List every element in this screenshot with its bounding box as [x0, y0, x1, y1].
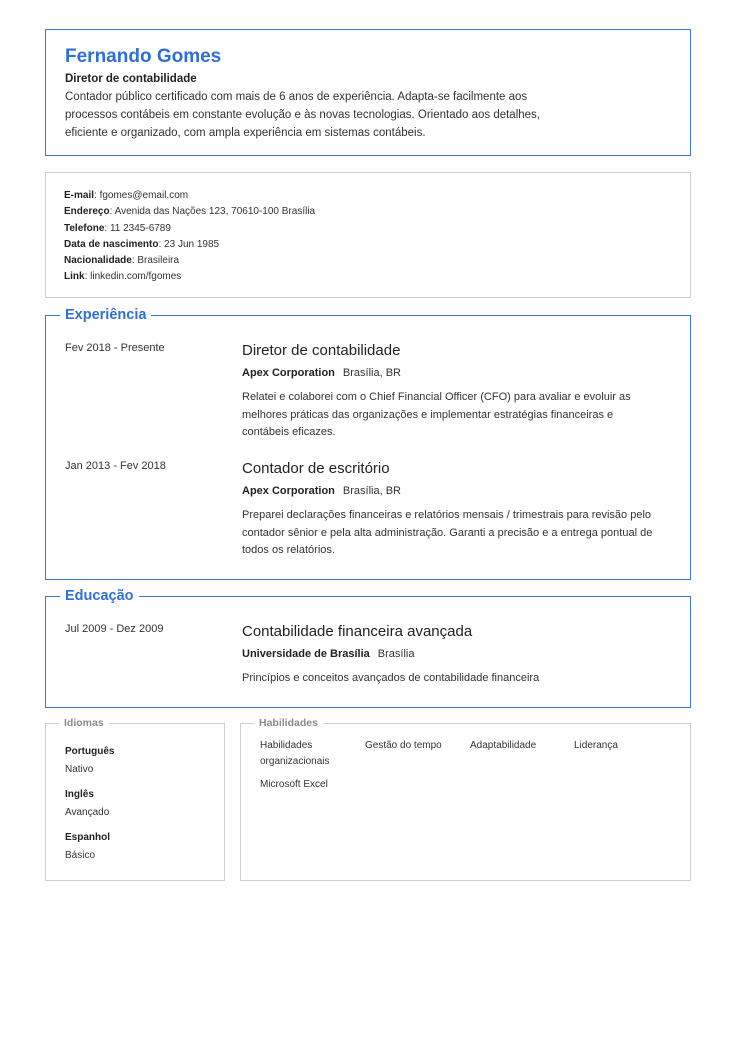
skills-heading: Habilidades	[254, 716, 323, 731]
contact-value: Avenida das Nações 123, 70610-100 Brasília	[114, 206, 316, 218]
experience-section	[45, 307, 691, 580]
entry-detail	[242, 460, 662, 560]
entry-org: Universidade de Brasília	[242, 648, 370, 660]
language-item	[65, 745, 114, 777]
contact-label: Endereço	[64, 206, 110, 218]
languages-heading: Idiomas	[59, 716, 109, 731]
contact-value: 23 Jun 1985	[164, 238, 220, 250]
skill-item: Adaptabilidade	[470, 740, 537, 751]
contact-nationality: Nacionalidade: Brasileira	[64, 255, 180, 267]
language-name: Espanhol	[65, 832, 111, 843]
entry-org-line	[242, 484, 662, 498]
education-heading: Educação	[60, 586, 139, 606]
entry-detail	[242, 623, 662, 688]
contact-email: E-mail: fgomes@email.com	[64, 190, 189, 201]
languages-section	[45, 717, 225, 881]
candidate-title: Diretor de contabilidade	[65, 73, 197, 85]
experience-heading: Experiência	[60, 305, 151, 325]
skills-section	[240, 717, 691, 881]
language-item	[65, 788, 109, 820]
entry-date: Fev 2018 - Presente	[65, 342, 165, 354]
contact-label: E-mail	[64, 190, 95, 201]
language-item	[65, 831, 110, 863]
entry-date: Jan 2013 - Fev 2018	[65, 460, 166, 472]
contact-value[interactable]: fgomes@email.com	[99, 190, 189, 201]
skill-item: Habilidades organizacionais	[260, 740, 330, 767]
profile-summary: Contador público certificado com mais de 6 anos de experiência. Adapta-se facilmente aos processos contábeis em constante evolução e às novas tecnologias. Orientado aos detalhes, eficiente e organizado, com ampla experiência em sistemas contábeis.	[65, 91, 540, 139]
contact-phone: Telefone: 11 2345-6789	[64, 222, 171, 234]
entry-role: Contabilidade financeira avançada	[242, 623, 473, 640]
contact-label: Data de nascimento	[64, 238, 159, 250]
entry-org-line	[242, 366, 662, 380]
education-section	[45, 588, 691, 708]
contact-birthdate: Data de nascimento: 23 Jun 1985	[64, 238, 220, 250]
contact-address: Endereço: Avenida das Nações 123, 70610-100 Brasília	[64, 206, 316, 218]
contact-label: Link	[64, 271, 85, 283]
entry-org: Apex Corporation	[242, 367, 335, 379]
resume-header	[45, 29, 691, 156]
entry-location: Brasília	[377, 648, 415, 660]
contact-value: Brasileira	[137, 255, 180, 267]
entry-role: Contador de escritório	[242, 460, 390, 477]
contact-link: Link: linkedin.com/fgomes	[64, 271, 182, 283]
skill-item: Gestão do tempo	[365, 740, 442, 751]
entry-location: Brasília, BR	[342, 485, 401, 497]
contact-value[interactable]: linkedin.com/fgomes	[90, 271, 182, 283]
entry-org: Apex Corporation	[242, 485, 335, 497]
entry-description: Relatei e colaborei com o Chief Financial Officer (CFO) para avaliar e evoluir as melhores práticas das organizações e implementar estratégias financeiras e contábeis eficazes.	[242, 391, 631, 438]
language-name: Inglês	[65, 789, 94, 800]
contact-label: Nacionalidade	[64, 255, 132, 267]
language-name: Português	[65, 746, 115, 757]
language-level: Nativo	[65, 764, 94, 775]
skill-item: Microsoft Excel	[260, 779, 328, 790]
entry-detail	[242, 342, 662, 442]
entry-location: Brasília, BR	[342, 367, 401, 379]
entry-description: Preparei declarações financeiras e relatórios mensais / trimestrais para revisão pelo contador sênior e pela alta administração. Garanti a precisão e a entrega pontual de todos os relatórios.	[242, 509, 653, 556]
entry-description: Princípios e conceitos avançados de contabilidade financeira	[242, 672, 540, 684]
language-level: Básico	[65, 850, 96, 861]
entry-date: Jul 2009 - Dez 2009	[65, 623, 164, 635]
contact-info	[45, 172, 691, 298]
language-level: Avançado	[65, 807, 110, 818]
candidate-name: Fernando Gomes	[65, 46, 222, 67]
skill-item: Liderança	[574, 740, 618, 751]
entry-role: Diretor de contabilidade	[242, 342, 401, 359]
contact-label: Telefone	[64, 222, 105, 234]
contact-value: 11 2345-6789	[109, 222, 171, 234]
entry-org-line	[242, 647, 662, 661]
